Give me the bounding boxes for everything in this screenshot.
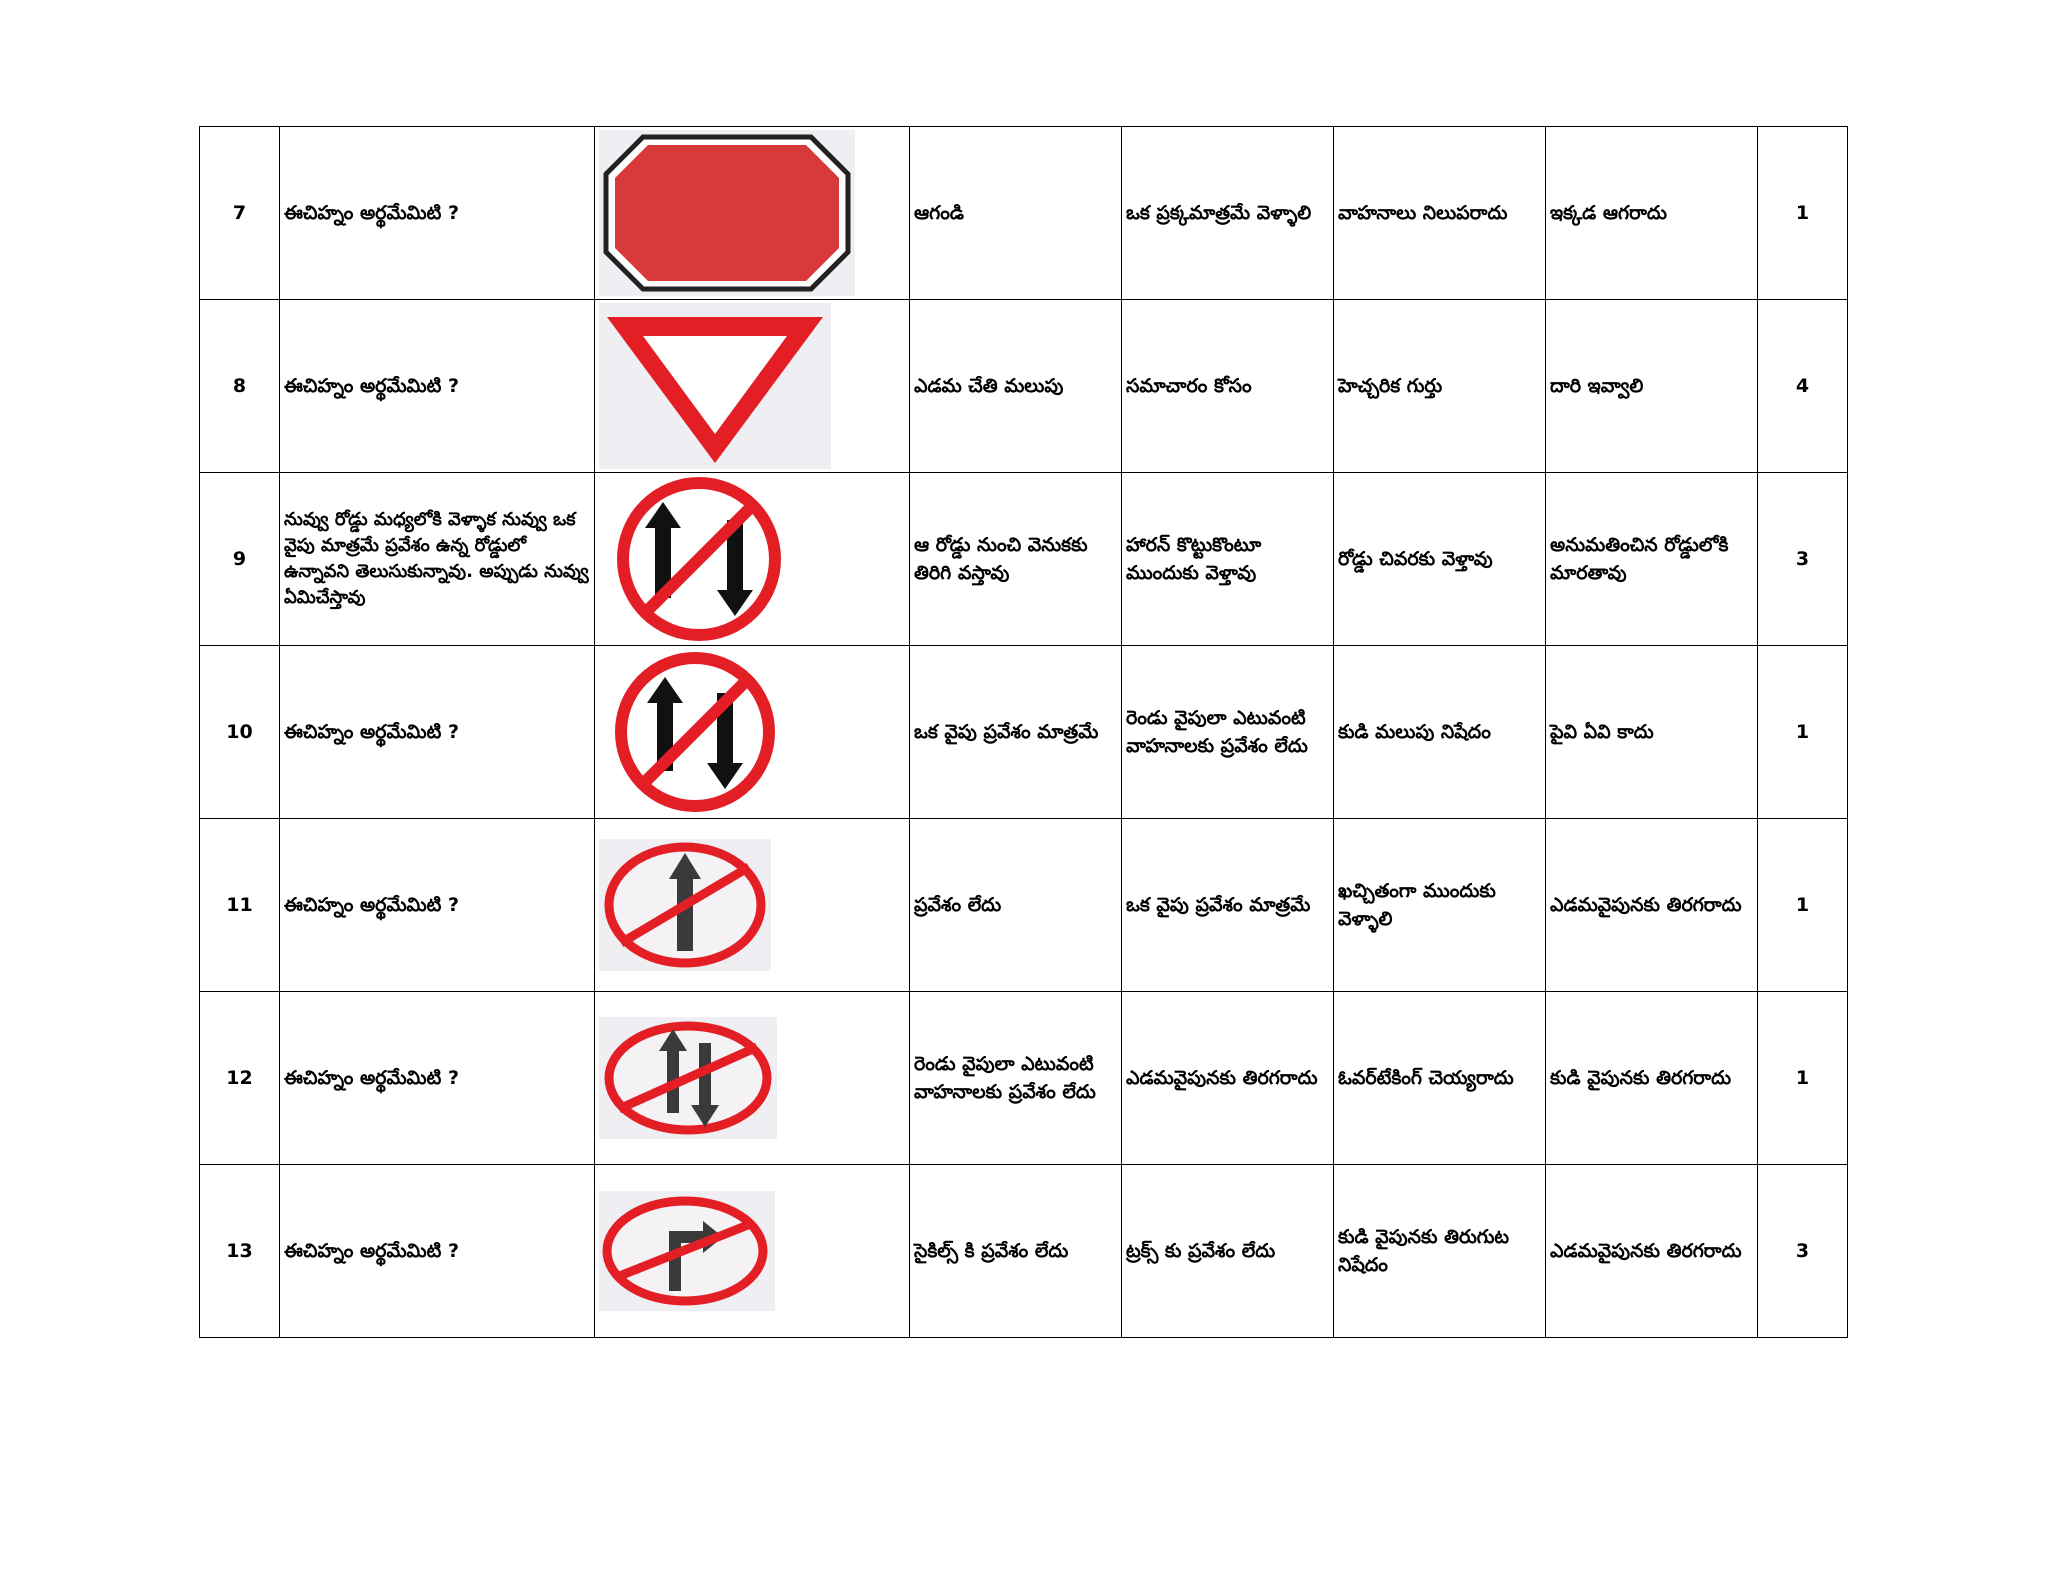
option-4: కుడి వైపునకు తిరగరాదు: [1546, 992, 1758, 1165]
question-text: ఈచిహ్నం అర్థమేమిటి ?: [280, 992, 595, 1165]
option-2: ఒక ప్రక్కమాత్రమే వెళ్ళాలి: [1122, 127, 1334, 300]
question-text: ఈచిహ్నం అర్థమేమిటి ?: [280, 127, 595, 300]
question-text: నువ్వు రోడ్డు మధ్యలోకి వెళ్ళాక నువ్వు ఒక వైపు మాత్రమే ప్రవేశం ఉన్న రోడ్డులో ఉన్నావని తెలుసుకున్నావు. అప్పుడు నువ్వు ఏమిచేస్తావు: [280, 473, 595, 646]
stop-sign-icon: [599, 130, 855, 296]
option-3: ఖచ్చితంగా ముందుకు వెళ్ళాలి: [1334, 819, 1546, 992]
sign-cell: [595, 127, 910, 300]
option-3: వాహనాలు నిలుపరాదు: [1334, 127, 1546, 300]
question-number: 13: [200, 1165, 280, 1338]
option-1: ప్రవేశం లేదు: [910, 819, 1122, 992]
option-4: దారి ఇవ్వాలి: [1546, 300, 1758, 473]
option-3: ఓవర్‌టేకింగ్ చెయ్యరాదు: [1334, 992, 1546, 1165]
answer: 3: [1758, 473, 1848, 646]
question-number: 11: [200, 819, 280, 992]
option-4: అనుమతించిన రోడ్డులోకి మారతావు: [1546, 473, 1758, 646]
option-3: కుడి మలుపు నిషేదం: [1334, 646, 1546, 819]
answer: 4: [1758, 300, 1848, 473]
answer: 1: [1758, 992, 1848, 1165]
table-row: [200, 992, 1848, 1165]
option-3: హెచ్చరిక గుర్తు: [1334, 300, 1546, 473]
table-row: [200, 646, 1848, 819]
option-2: హారన్ కొట్టుకొంటూ ముందుకు వెళ్తావు: [1122, 473, 1334, 646]
option-1: ఎడమ చేతి మలుపు: [910, 300, 1122, 473]
option-3: కుడి వైపునకు తిరుగుట నిషేదం: [1334, 1165, 1546, 1338]
table-row: [200, 819, 1848, 992]
option-2: ఎడమవైపునకు తిరగరాదు: [1122, 992, 1334, 1165]
option-2: ఒక వైపు ప్రవేశం మాత్రమే: [1122, 819, 1334, 992]
option-4: ఎడమవైపునకు తిరగరాదు: [1546, 1165, 1758, 1338]
straight-prohibited-sign-icon: [599, 839, 771, 971]
sign-cell: [595, 992, 910, 1165]
quiz-table: [199, 126, 1848, 1338]
option-1: రెండు వైపులా ఎటువంటి వాహనాలకు ప్రవేశం లేదు: [910, 992, 1122, 1165]
sign-cell: [595, 473, 910, 646]
sign-cell: [595, 646, 910, 819]
option-2: ట్రక్స్ కు ప్రవేశం లేదు: [1122, 1165, 1334, 1338]
question-text: ఈచిహ్నం అర్థమేమిటి ?: [280, 300, 595, 473]
question-number: 12: [200, 992, 280, 1165]
answer: 1: [1758, 819, 1848, 992]
sign-cell: [595, 300, 910, 473]
option-3: రోడ్డు చివరకు వెళ్తావు: [1334, 473, 1546, 646]
right-turn-prohibited-sign-icon: [599, 1191, 775, 1311]
option-4: ఎడమవైపునకు తిరగరాదు: [1546, 819, 1758, 992]
table-row: [200, 1165, 1848, 1338]
option-2: రెండు వైపులా ఎటువంటి వాహనాలకు ప్రవేశం లేదు: [1122, 646, 1334, 819]
table-row: [200, 127, 1848, 300]
question-number: 9: [200, 473, 280, 646]
question-text: ఈచిహ్నం అర్థమేమిటి ?: [280, 646, 595, 819]
question-text: ఈచిహ్నం అర్థమేమిటి ?: [280, 819, 595, 992]
sign-cell: [595, 819, 910, 992]
question-number: 10: [200, 646, 280, 819]
two-way-prohibited-sign-icon: [599, 649, 799, 815]
sign-cell: [595, 1165, 910, 1338]
question-text: ఈచిహ్నం అర్థమేమిటి ?: [280, 1165, 595, 1338]
answer: 1: [1758, 646, 1848, 819]
option-1: ఒక వైపు ప్రవేశం మాత్రమే: [910, 646, 1122, 819]
two-way-prohibited-sign-icon: [599, 1017, 777, 1139]
option-4: ఇక్కడ ఆగరాదు: [1546, 127, 1758, 300]
option-4: పైవి ఏవి కాదు: [1546, 646, 1758, 819]
option-1: సైకిల్స్ కి ప్రవేశం లేదు: [910, 1165, 1122, 1338]
answer: 1: [1758, 127, 1848, 300]
question-number: 8: [200, 300, 280, 473]
question-number: 7: [200, 127, 280, 300]
option-2: సమాచారం కోసం: [1122, 300, 1334, 473]
give-way-sign-icon: [599, 303, 831, 469]
answer: 3: [1758, 1165, 1848, 1338]
option-1: ఆగండి: [910, 127, 1122, 300]
table-row: [200, 300, 1848, 473]
two-way-prohibited-sign-icon: [599, 476, 799, 642]
table-row: [200, 473, 1848, 646]
option-1: ఆ రోడ్డు నుంచి వెనుకకు తిరిగి వస్తావు: [910, 473, 1122, 646]
